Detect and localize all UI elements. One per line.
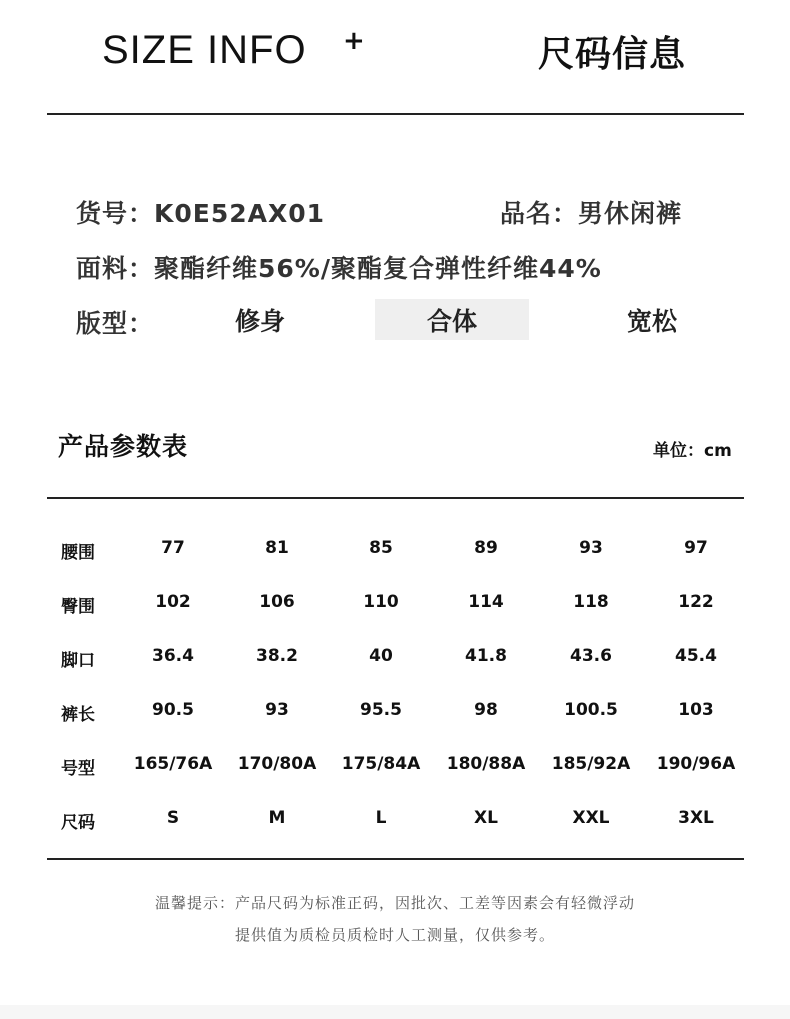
row-label: 号型 — [61, 759, 95, 779]
table-cell: 122 — [678, 592, 714, 612]
table-row — [47, 632, 744, 686]
table-cell: 3XL — [678, 808, 714, 828]
fit-option-regular: 合体 — [375, 299, 529, 340]
note-line-1: 温馨提示：产品尺码为标准正码，因批次、工差等因素会有轻微浮动 — [154, 894, 635, 912]
table-cell: 90.5 — [152, 700, 194, 720]
unit-label: 单位：cm — [653, 441, 732, 461]
table-cell: 97 — [684, 538, 708, 558]
table-row — [47, 686, 744, 740]
table-cell: 43.6 — [570, 646, 612, 666]
table-cell: 85 — [369, 538, 393, 558]
footer-band — [0, 1005, 790, 1019]
row-label: 脚口 — [61, 651, 95, 671]
name-value: 男休闲裤 — [578, 199, 683, 228]
table-cell: 180/88A — [446, 754, 526, 774]
row-label: 臀围 — [61, 597, 95, 617]
sku-value: K0E52AX01 — [154, 199, 326, 228]
row-label: 尺码 — [61, 813, 95, 833]
table-cell: 110 — [363, 592, 399, 612]
fit-option-slim: 修身 — [234, 306, 285, 336]
fit-option-loose: 宽松 — [626, 306, 677, 336]
row-label: 裤长 — [61, 705, 95, 725]
table-row — [47, 578, 744, 632]
table-cell: 38.2 — [256, 646, 298, 666]
table-cell: 98 — [474, 700, 498, 720]
table-title: 产品参数表 — [58, 432, 189, 461]
table-cell: 89 — [474, 538, 498, 558]
table-cell: 93 — [579, 538, 603, 558]
table-row — [47, 794, 744, 848]
table-cell: 77 — [161, 538, 185, 558]
fit-label: 版型： — [76, 309, 155, 338]
title-cn: 尺码信息 — [538, 34, 687, 75]
table-cell: 36.4 — [152, 646, 194, 666]
name-label: 品名： — [500, 199, 579, 228]
header — [0, 0, 790, 115]
table-top-divider — [47, 497, 744, 499]
table-cell: 100.5 — [564, 700, 618, 720]
fabric-row — [76, 249, 602, 285]
table-cell: S — [166, 808, 180, 828]
table-cell: 175/84A — [341, 754, 421, 774]
table-cell: 102 — [155, 592, 191, 612]
sku-label: 货号： — [76, 199, 155, 228]
table-row — [47, 524, 744, 578]
table-cell: L — [375, 808, 387, 828]
table-cell: 185/92A — [551, 754, 631, 774]
table-cell: 45.4 — [675, 646, 717, 666]
fabric-value: 聚酯纤维56%/聚酯复合弹性纤维44% — [154, 254, 602, 283]
table-cell: 41.8 — [465, 646, 507, 666]
row-label: 腰围 — [61, 543, 95, 563]
header-divider — [47, 113, 744, 115]
table-cell: 118 — [573, 592, 609, 612]
table-cell: 103 — [678, 700, 714, 720]
table-row — [47, 740, 744, 794]
name-row — [500, 194, 682, 230]
table-cell: 190/96A — [656, 754, 736, 774]
fabric-label: 面料： — [76, 254, 155, 283]
table-cell: 40 — [369, 646, 393, 666]
title-en: SIZE INFO — [102, 28, 307, 72]
sku-row — [76, 194, 325, 230]
table-cell: 114 — [468, 592, 504, 612]
table-cell: 106 — [259, 592, 295, 612]
table-cell: XXL — [572, 808, 610, 828]
table-cell: 93 — [265, 700, 289, 720]
table-cell: 165/76A — [133, 754, 213, 774]
table-cell: 170/80A — [237, 754, 317, 774]
table-cell: M — [268, 808, 286, 828]
table-cell: 95.5 — [360, 700, 402, 720]
table-bottom-divider — [47, 858, 744, 860]
plus-icon: + — [343, 26, 365, 56]
table-cell: XL — [474, 808, 498, 828]
table-cell: 81 — [265, 538, 289, 558]
note-line-2: 提供值为质检员质检时人工测量，仅供参考。 — [234, 926, 555, 944]
